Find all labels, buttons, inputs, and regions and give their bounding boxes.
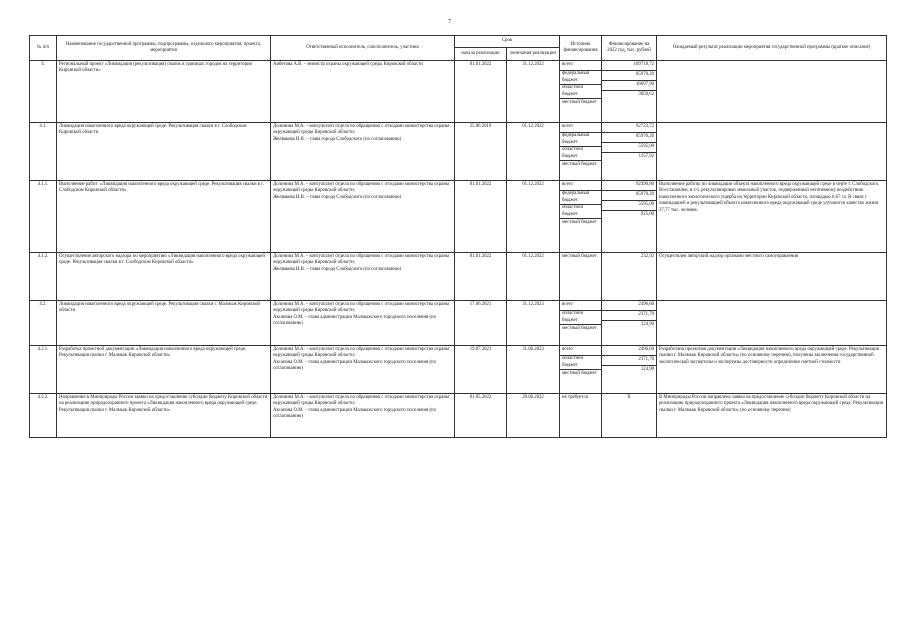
funding-item: 92723,72	[602, 123, 656, 133]
header-num: № п/п	[30, 36, 57, 61]
executor-entry: Аксанова О.М. – глава администрации Малмыжского городского поселения (по согласованию)	[273, 314, 437, 326]
row-result: Разработана проектная документация «Ликвидация накопленного вреда окружающей среде. Рекультивация свалки г. Малмыж Кировской области» (по основному перечню), получены заключения государственной экологической экспертизы и экспертизы достоверности определения сметной стоимости	[657, 346, 887, 394]
row-result	[657, 301, 887, 346]
table-row	[30, 253, 887, 301]
executor-entry: Аксанова О.М. – глава администрации Малмыжского городского поселения (по согласованию)	[273, 407, 437, 419]
row-funding	[602, 394, 657, 438]
funding-item: 5595,00	[602, 201, 656, 211]
row-funding	[602, 253, 657, 301]
table-row	[30, 346, 887, 394]
row-number: 4.2.	[30, 301, 57, 346]
row-source	[560, 61, 602, 123]
row-source	[560, 181, 602, 253]
table-row	[30, 61, 887, 123]
row-executor	[271, 253, 455, 301]
row-source	[560, 123, 602, 181]
row-source	[560, 253, 602, 301]
row-number: 4.2.1.	[30, 346, 57, 394]
executor-entry: Желвакова И.В. – глава города Слободского (по согласованию)	[273, 136, 402, 142]
source-item: местный бюджет	[562, 162, 597, 168]
row-executor	[271, 181, 455, 253]
source-item: федеральный бюджет	[560, 71, 601, 85]
table-row	[30, 123, 887, 181]
executor-entry: Аибетова А.В. – министр охраны окружающей среды Кировской области	[273, 61, 423, 67]
row-start: 25.06.2019	[455, 123, 507, 181]
funding-item: 2371,70	[602, 356, 656, 366]
row-result: В Минприроды России направлена заявка на предоставление субсидии бюджету Кировской области на реализацию природоохранного проекта «Ликвидация накопленного вреда окружающей среде. Рекультивация свалки г. Малмыж Кировской области» (по основному перечню)	[657, 394, 887, 438]
header-name: Наименование государственной программы, подпрограммы, отдельного мероприятия, проекта, мероприятия	[57, 36, 271, 61]
executor-entry: Долинина М.А. – консультант отдела по обращению с отходами министерства охраны окружающей среды Кировской области;	[273, 181, 450, 193]
source-item: местный бюджет	[562, 220, 597, 226]
program-table	[29, 35, 887, 438]
header-result: Ожидаемый результат реализации мероприятия государственной программы (краткое описание)	[657, 36, 887, 61]
row-number: 4.1.1.	[30, 181, 57, 253]
header-source: Источник финансирования	[560, 36, 602, 61]
funding-item: X	[627, 395, 631, 401]
source-list	[560, 181, 601, 228]
row-name: Региональный проект «Ликвидация (рекультивация) свалок в границах городов на территории Кировской области»	[57, 61, 271, 123]
executor-entry: Долинина М.А. – консультант отдела по обращению с отходами министерства охраны окружающей среды Кировской области;	[273, 346, 450, 358]
funding-item: 2496,60	[602, 346, 656, 356]
source-item: местный бюджет	[562, 326, 597, 332]
funding-list	[602, 301, 656, 330]
source-list	[560, 61, 601, 108]
funding-item: 2371,70	[602, 311, 656, 321]
row-end: 31.12.2022	[507, 61, 560, 123]
row-funding	[602, 181, 657, 253]
source-item: местный бюджет	[562, 371, 597, 377]
row-start: 01.05.2022	[455, 394, 507, 438]
row-start: 17.06.2021	[455, 301, 507, 346]
funding-list	[602, 181, 656, 220]
header-funding: Финансирование на 2022 год, тыс. рублей	[602, 36, 657, 61]
executor-entry: Долинина М.А. – консультант отдела по обращению с отходами министерства охраны окружающей среды Кировской области;	[273, 123, 450, 135]
table-row	[30, 181, 887, 253]
row-end: 01.12.2022	[507, 123, 560, 181]
executor-entry: Желвакова И.В. – глава города Слободского (по согласованию)	[273, 266, 402, 272]
header-end: окончания реализации	[507, 48, 560, 61]
executor-entry: Долинина М.А. – консультант отдела по обращению с отходами министерства охраны окружающей среды Кировской области;	[273, 301, 450, 313]
row-end: 20.06.2022	[507, 394, 560, 438]
row-number: 4.1.	[30, 123, 57, 181]
funding-item: 16697,90	[602, 81, 656, 91]
row-end: 31.06.2023	[507, 346, 560, 394]
funding-item: 85970,20	[602, 191, 656, 201]
funding-item: 5595,00	[602, 143, 656, 153]
row-name: Выполнение работ: «Ликвидация накопленного вреда окружающей среде. Рекультивация свалки в г. Слободском Кировской области»	[57, 181, 271, 253]
source-item: местный бюджет	[562, 100, 597, 106]
row-funding	[602, 346, 657, 394]
row-result	[657, 61, 887, 123]
row-start: 01.01.2022	[455, 61, 507, 123]
row-start: 01.01.2022	[455, 253, 507, 301]
source-item: федеральный бюджет	[560, 133, 601, 147]
funding-item: 925,00	[640, 212, 655, 218]
funding-list	[602, 394, 656, 403]
funding-item: 124,90	[640, 367, 655, 373]
row-name: Ликвидация накопленного вреда окружающей среде. Рекультивация свалки в г. Слободском Кировской области	[57, 123, 271, 181]
executor-entry: Долинина М.А. – консультант отдела по обращению с отходами министерства охраны окружающей среды Кировской области;	[273, 394, 450, 406]
row-executor	[271, 394, 455, 438]
funding-item: 85970,20	[602, 71, 656, 81]
source-item: местный бюджет	[562, 254, 597, 260]
funding-item: 109718,72	[602, 61, 656, 71]
row-start: 01.01.2022	[455, 181, 507, 253]
row-name: Ликвидация накопленного вреда окружающей среде. Рекультивация свалки г. Малмыж Кировской области	[57, 301, 271, 346]
source-list	[560, 123, 601, 170]
source-item: областной бюджет	[560, 85, 601, 99]
source-list	[560, 394, 601, 403]
row-result	[657, 123, 887, 181]
row-name: Разработка проектной документации «Ликвидация накопленного вреда окружающей среде. Рекультивация свалки г. Малмыж Кировской области»	[57, 346, 271, 394]
executor-entry: Долинина М.А. – консультант отдела по обращению с отходами министерства охраны окружающей среды Кировской области;	[273, 253, 450, 265]
source-item: областной бюджет	[560, 147, 601, 161]
row-funding	[602, 61, 657, 123]
source-item: федеральный бюджет	[560, 191, 601, 205]
source-item: всего	[560, 61, 601, 71]
header-term: Срок	[455, 36, 560, 48]
source-list	[560, 301, 601, 334]
funding-list	[602, 123, 656, 162]
funding-item: 92490,80	[602, 181, 656, 191]
funding-list	[602, 346, 656, 375]
executor-entry: Желвакова И.В. – глава города Слободского (по согласованию)	[273, 194, 402, 200]
row-source	[560, 394, 602, 438]
source-item: всего	[560, 123, 601, 133]
row-name: Осуществление авторского надзора по мероприятию «Ликвидация накопленного вреда окружающей среде. Рекультивация свалки в г. Слободском Кировской области»	[57, 253, 271, 301]
row-executor	[271, 301, 455, 346]
row-number: 4.	[30, 61, 57, 123]
row-name: Направление в Минприроды России заявки на предоставление субсидии бюджету Кировской области на реализацию природоохранного проекта «Ликвидация накопленного вреда окружающей среде. Рекультивация свалки г. Малмыж Кировской области»	[57, 394, 271, 438]
source-list	[560, 253, 601, 262]
source-item: всего	[560, 301, 601, 311]
row-end: 31.12.2023	[507, 301, 560, 346]
funding-list	[602, 61, 656, 100]
funding-item: 85970,20	[602, 133, 656, 143]
row-number: 4.2.2.	[30, 394, 57, 438]
row-source	[560, 301, 602, 346]
funding-item: 1157,92	[638, 154, 655, 160]
funding-list	[602, 253, 656, 262]
row-result: Осуществлен авторский надзор органами местного самоуправления	[657, 253, 887, 301]
row-executor	[271, 123, 455, 181]
table-row	[30, 301, 887, 346]
source-item: областной бюджет	[560, 356, 601, 370]
funding-item: 232,92	[640, 254, 655, 260]
funding-item: 2496,60	[602, 301, 656, 311]
row-source	[560, 346, 602, 394]
row-end: 01.12.2022	[507, 181, 560, 253]
page-number: 7	[448, 19, 451, 25]
row-executor	[271, 61, 455, 123]
source-item: всего	[560, 181, 601, 191]
row-end: 01.12.2022	[507, 253, 560, 301]
header-start: начала реализации	[455, 48, 507, 61]
funding-item: 124,90	[640, 322, 655, 328]
row-start: 19.07.2021	[455, 346, 507, 394]
row-result: Выполнение работы по ликвидации объекта накопленного вреда окружающей среде в черте г. Слободского. Восстановлен, в т.ч. рекультивирован земельный участок, подверженный негативному воздействию накопленного экологического ущерба на территории Кировской области, площадью 6,67 га. В связи с ликвидацией и рекультивацией объекта накопленного вреда окружающей среде улучшится качество жизни 37,77 тыс. человек.	[657, 181, 887, 253]
source-item: областной бюджет	[560, 311, 601, 325]
funding-item: 3050,62	[638, 92, 655, 98]
source-item: всего	[560, 346, 601, 356]
header-executor: Ответственный исполнитель, соисполнитель, участник	[271, 36, 455, 61]
row-executor	[271, 346, 455, 394]
source-list	[560, 346, 601, 379]
row-funding	[602, 123, 657, 181]
row-funding	[602, 301, 657, 346]
source-item: не требуется	[562, 395, 588, 401]
table-row	[30, 394, 887, 438]
executor-entry: Аксанова О.М. – глава администрации Малмыжского городского поселения (по согласованию)	[273, 359, 437, 371]
row-number: 4.1.2.	[30, 253, 57, 301]
source-item: областной бюджет	[560, 205, 601, 219]
